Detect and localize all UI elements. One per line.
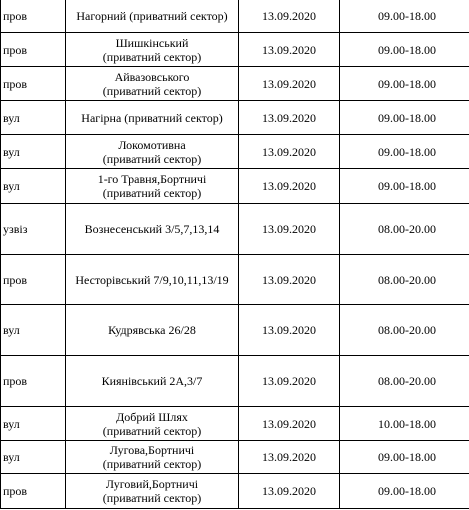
table-row <box>1 135 469 169</box>
time-cell: 09.00-18.00 <box>340 101 469 135</box>
table-row <box>1 33 469 67</box>
address-cell <box>66 101 239 135</box>
date-cell: 13.09.2020 <box>239 204 340 255</box>
date-cell: 13.09.2020 <box>239 255 340 305</box>
address-cell <box>66 135 239 169</box>
street-type-cell: пров <box>1 255 66 305</box>
table-row <box>1 0 469 33</box>
address-cell <box>66 305 239 356</box>
address-cell <box>66 67 239 101</box>
table-row <box>1 204 469 255</box>
table-row <box>1 169 469 204</box>
address-line: 1-го Травня,Бортничі <box>97 172 207 186</box>
street-type-cell: вул <box>1 441 66 474</box>
table-row <box>1 305 469 356</box>
address-cell <box>66 169 239 204</box>
time-cell: 08.00-20.00 <box>340 255 469 305</box>
date-cell: 13.09.2020 <box>239 474 340 509</box>
address-line: (приватний сектор) <box>102 151 202 166</box>
date-cell: 13.09.2020 <box>239 169 340 204</box>
address-cell <box>66 0 239 33</box>
date-cell: 13.09.2020 <box>239 0 340 33</box>
address-line: (приватний сектор) <box>102 186 202 200</box>
time-cell: 09.00-18.00 <box>340 0 469 33</box>
time-cell: 08.00-20.00 <box>340 305 469 356</box>
address-line: Айвазовського <box>114 69 190 84</box>
address-cell <box>66 33 239 67</box>
date-cell: 13.09.2020 <box>239 356 340 407</box>
address-line: (приватний сектор) <box>102 49 202 64</box>
date-cell: 13.09.2020 <box>239 407 340 441</box>
time-cell: 09.00-18.00 <box>340 135 469 169</box>
street-type-cell: пров <box>1 0 66 33</box>
address-line: Нагорний (приватний сектор) <box>76 9 228 23</box>
date-cell: 13.09.2020 <box>239 305 340 356</box>
street-type-cell: узвіз <box>1 204 66 255</box>
street-type-cell: пров <box>1 33 66 67</box>
address-cell <box>66 441 239 474</box>
address-line: Нагірна (приватний сектор) <box>81 110 223 125</box>
address-line: Локомотивна <box>118 137 186 152</box>
table-row <box>1 255 469 305</box>
address-line: (приватний сектор) <box>102 457 202 471</box>
address-line: Лугова,Бортничі <box>109 443 195 457</box>
address-line: Луговий,Бортничі <box>105 477 199 491</box>
street-type-cell: вул <box>1 135 66 169</box>
street-type-cell: вул <box>1 305 66 356</box>
address-line: Добрий Шлях <box>116 409 188 424</box>
date-cell: 13.09.2020 <box>239 67 340 101</box>
time-cell: 08.00-20.00 <box>340 356 469 407</box>
date-cell: 13.09.2020 <box>239 101 340 135</box>
address-cell <box>66 407 239 441</box>
time-cell: 08.00-20.00 <box>340 204 469 255</box>
table-row <box>1 474 469 509</box>
address-cell <box>66 255 239 305</box>
time-cell: 09.00-18.00 <box>340 474 469 509</box>
street-type-cell: вул <box>1 169 66 204</box>
table-row <box>1 101 469 135</box>
address-line: Шишкінський <box>115 35 189 50</box>
table-row <box>1 67 469 101</box>
date-cell: 13.09.2020 <box>239 135 340 169</box>
street-type-cell: вул <box>1 407 66 441</box>
address-line: Киянівський 2А,3/7 <box>101 374 203 388</box>
time-cell: 09.00-18.00 <box>340 169 469 204</box>
time-cell: 09.00-18.00 <box>340 33 469 67</box>
address-cell <box>66 356 239 407</box>
time-cell: 10.00-18.00 <box>340 407 469 441</box>
street-type-cell: пров <box>1 67 66 101</box>
street-type-cell: пров <box>1 474 66 509</box>
table-row <box>1 441 469 474</box>
address-line: Вознесенський 3/5,7,13,14 <box>84 222 220 236</box>
table-row <box>1 356 469 407</box>
address-line: (приватний сектор) <box>102 83 202 98</box>
date-cell: 13.09.2020 <box>239 441 340 474</box>
date-cell: 13.09.2020 <box>239 33 340 67</box>
table-row <box>1 407 469 441</box>
time-cell: 09.00-18.00 <box>340 67 469 101</box>
table-body <box>1 0 469 509</box>
address-cell <box>66 204 239 255</box>
street-type-cell: вул <box>1 101 66 135</box>
street-type-cell: пров <box>1 356 66 407</box>
address-line: Несторівський 7/9,10,11,13/19 <box>75 272 229 287</box>
address-line: (приватний сектор) <box>102 423 202 438</box>
address-cell <box>66 474 239 509</box>
address-line: Кудрявська 26/28 <box>108 323 196 337</box>
time-cell: 09.00-18.00 <box>340 441 469 474</box>
address-line: (приватний сектор) <box>102 491 202 505</box>
